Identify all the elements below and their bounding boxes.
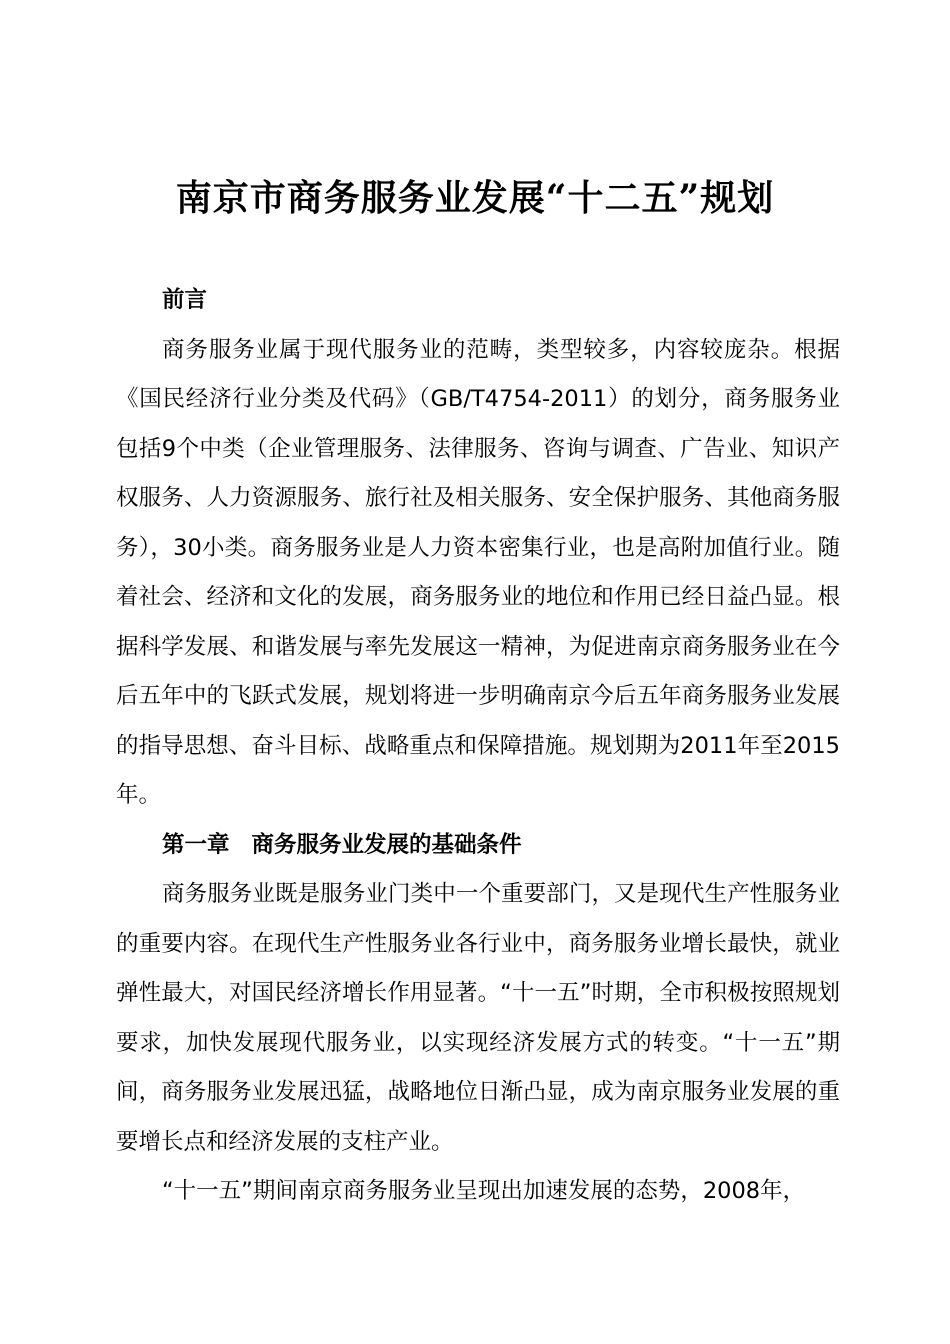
document-body (116, 276, 840, 1217)
chapter-1-paragraph-1: 商务服务业既是服务业门类中一个重要部门，又是现代生产性服务业的重要内容。在现代生产性服务业各行业中，商务服务业增长最快，就业弹性最大，对国民经济增长作用显著。“十一五”时期，全市积极按照规划要求，加快发展现代服务业，以实现经济发展方式的转变。“十一五”期间，商务服务业发展迅猛，战略地位日渐凸显，成为南京服务业发展的重要增长点和经济发展的支柱产业。 (116, 881, 840, 1155)
preface-heading: 前言 (162, 287, 208, 313)
preface-paragraph: 商务服务业属于现代服务业的范畴，类型较多，内容较庞杂。根据《国民经济行业分类及代码》（GB/T4754-2011）的划分，商务服务业包括9个中类（企业管理服务、法律服务、咨询与调查、广告业、知识产权服务、人力资源服务、旅行社及相关服务、安全保护服务、其他商务服务），30小类。商务服务业是人力资本密集行业，也是高附加值行业。随着社会、经济和文化的发展，商务服务业的地位和作用已经日益凸显。根据科学发展、和谐发展与率先发展这一精神，为促进南京商务服务业在今后五年中的飞跃式发展，规划将进一步明确南京今后五年商务服务业发展的指导思想、奋斗目标、战略重点和保障措施。规划期为2011年至2015年。 (116, 336, 840, 808)
chapter-1-number: 第一章 (162, 831, 230, 858)
document-title: 南京市商务服务业发展“十二五”规划 (175, 177, 775, 219)
chapter-1-heading (116, 821, 840, 871)
chapter-1-paragraph-2: “十一五”期间南京商务服务业呈现出加速发展的态势，2008年， (162, 1178, 806, 1204)
chapter-1-title: 商务服务业发展的基础条件 (251, 831, 522, 858)
